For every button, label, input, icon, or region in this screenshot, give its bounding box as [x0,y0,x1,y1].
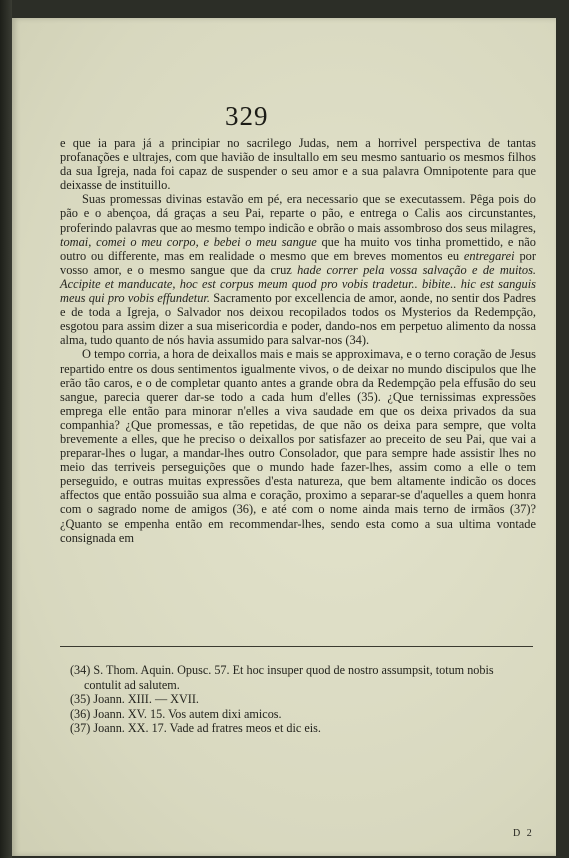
body-text [60,136,536,545]
text-run-italic: hade correr pela vossa salvação e de muitos. Accipite et manducate, hoc est corpus meum quod pro vobis tradetur.. bibite.. hic est sanguis meus qui pro vobis effundetur. [60,262,536,306]
footnote-divider [60,646,533,647]
page-number: 329 [225,101,269,131]
text-run-italic: entregarei [463,248,515,263]
footnotes [70,663,533,736]
text-run: Suas promessas divinas estavão em pé, era necessario que se executassem. Pêga pois do pão e o abençoa, dá graças a seu Pai, reparte o pão, e entrega o Calis aos circunstantes, proferindo palavras que ao mesmo tempo indicão e obrão o mais assombroso dos seus milagres, [60,192,536,235]
book-page [12,18,556,856]
text-run: Sacramento por excellencia de amor, aonde, no sentir dos Padres e de toda a Igreja, o Salvador nos deixou recopilados todos os Mysterios da Redempção, esgotou para assim dizer a sua misericordia e poder, dando-nos em perpetuo alimento da nossa alma, tudo quanto de nós havia assumido para salvar-nos (34). [60,291,536,348]
signature-mark: D 2 [513,828,534,839]
text-run: que ha muito vos tinha promettido, e não outro ou differente, mas em realidade o mesmo que em breves momentos eu [60,234,536,263]
footnote-36: (36) Joann. XV. 15. Vos autem dixi amicos. [70,706,282,721]
footnote-35: (35) Joann. XIII. — XVII. [70,692,199,706]
footnote-37: (37) Joann. XX. 17. Vade ad fratres meos et dic eis. [70,721,321,735]
paragraph-1: e que ia para já a principiar no sacrilego Judas, nem a horrivel perspectiva de tantas profanações e ultrajes, com que havião de insultallo em seu mesmo santuario os mesmos filhos da sua Igreja, nada foi capaz de suspender o seu amor e a sua palavra Omnipotente para que deixasse de instituillo. [60,136,536,193]
footnote-34: (34) S. Thom. Aquin. Opusc. 57. Et hoc insuper quod de nostro assumpsit, totum nobis contulit ad salutem. [70,663,494,692]
text-run: por vosso amor, e o mesmo sangue que da cruz [60,248,537,277]
paragraph-2 [60,192,536,347]
text-run-italic: tomai, comei o meu corpo, e bebei o meu sangue [60,234,317,249]
book-binding-edge [0,0,12,858]
paragraph-3: O tempo corria, a hora de deixallos mais e mais se approximava, e o terno coração de Jesus repartido entre os dous sentimentos igualmente vivos, o de deixar no mundo discipulos que lhe erão tão caros, e o de completar quanto antes a grande obra da Redempção pela effusão do seu sangue, parecia querer dar-se todo a cada hum d'elles (35). ¿Que ternissimas expressões emprega elle então para minorar n'elles a viva saudade em que os deixa privados da sua companhia? ¿Que promessas, e tão repetidas, de que não os deixa para sempre, que volta brevemente a elles, que he preciso o deixallos por satisfazer ao preceito de seu Pai, que vai a preparar-lhes o lugar, a mandar-lhes outro Consolador, que para sempre hade assistir lhes no meio das terriveis perseguições que o mundo hade fazer-lhes, assim como a elle o tem perseguido, e outras muitas expressões d'esta natureza, que bem altamente indicão os doces affectos que então possuião sua alma e coração, proximo a separar-se d'aquelles a quem honra com o sagrado nome de amigos (36), e até com o nome ainda mais terno de irmãos (37)? ¿Quanto se empenha então em recommendar-lhes, sendo esta como a sua ultima vontade consignada em [60,347,536,545]
